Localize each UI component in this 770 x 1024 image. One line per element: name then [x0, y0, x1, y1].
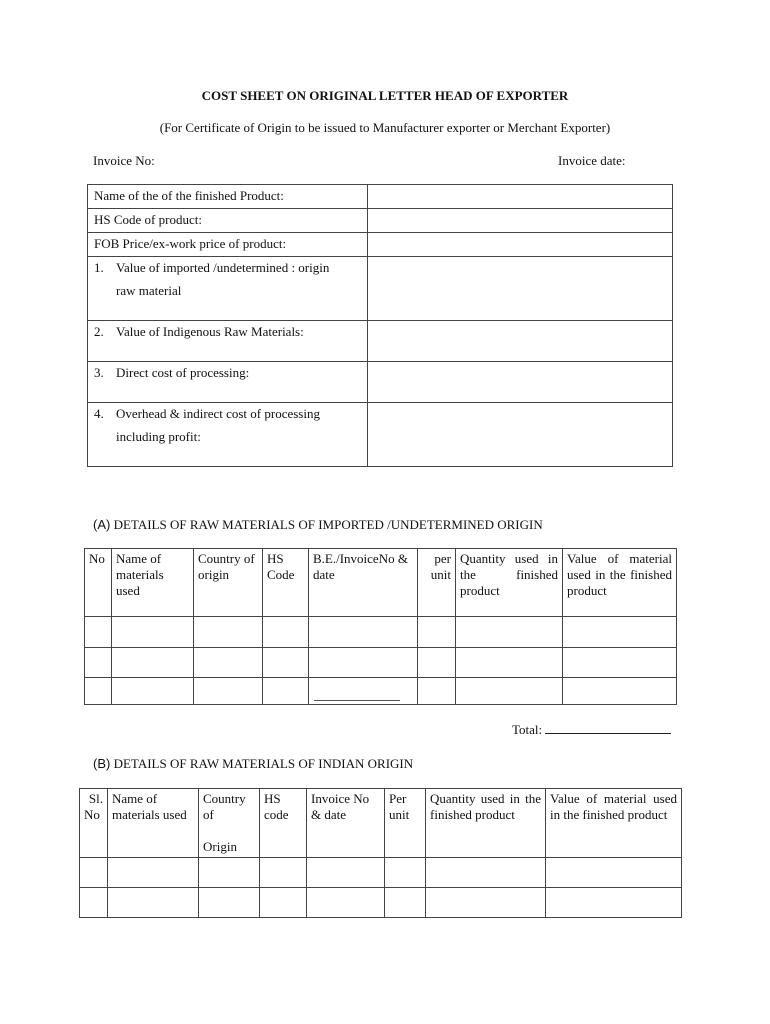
row-direct-cost: [88, 362, 368, 403]
hs-code-field[interactable]: [367, 209, 672, 233]
table-cell[interactable]: [199, 858, 260, 888]
table-cell[interactable]: [309, 617, 418, 648]
section-a-title: DETAILS OF RAW MATERIALS OF IMPORTED /UNDETERMINED ORIGIN: [113, 517, 543, 532]
table-cell[interactable]: [418, 678, 456, 705]
table-cell[interactable]: [80, 858, 108, 888]
table-cell[interactable]: [418, 617, 456, 648]
table-cell[interactable]: [199, 888, 260, 918]
col-header-no: No: [84, 807, 100, 822]
table-cell[interactable]: [85, 678, 112, 705]
row-number: 2.: [94, 324, 104, 339]
table-row: [80, 888, 682, 918]
indian-materials-table: [79, 788, 682, 918]
col-header-per-unit: Per unit: [385, 789, 426, 858]
indigenous-value-field[interactable]: [367, 321, 672, 362]
col-header-country-2: Origin: [203, 839, 237, 854]
table-cell[interactable]: [309, 648, 418, 678]
row-overhead-cost: [88, 403, 368, 467]
section-b-title: DETAILS OF RAW MATERIALS OF INDIAN ORIGIN: [113, 756, 414, 771]
table-cell[interactable]: [418, 648, 456, 678]
table-cell[interactable]: [108, 888, 199, 918]
table-cell[interactable]: [456, 617, 563, 648]
col-header-invoice: B.E./InvoiceNo & date: [309, 549, 418, 617]
col-header-value: Value of material used in the finished product: [563, 549, 677, 617]
row-hs-code-label: HS Code of product:: [88, 209, 368, 233]
col-header-value: Value of material used in the finished product: [546, 789, 682, 858]
table-cell[interactable]: [307, 888, 385, 918]
row-number: 4.: [94, 406, 104, 421]
table-cell[interactable]: [85, 648, 112, 678]
table-cell[interactable]: [108, 858, 199, 888]
imported-value-field[interactable]: [367, 257, 672, 321]
overhead-cost-field[interactable]: [367, 403, 672, 467]
row-label: Overhead & indirect cost of processing: [116, 406, 320, 421]
imported-materials-table: [84, 548, 677, 705]
table-cell[interactable]: [80, 888, 108, 918]
underline-mark: [314, 700, 400, 701]
table-cell[interactable]: [563, 678, 677, 705]
table-row: [80, 858, 682, 888]
total-blank-field[interactable]: [545, 723, 671, 734]
total-line: [512, 722, 671, 738]
col-header-country: Country of origin: [194, 549, 263, 617]
col-header-no: No: [85, 549, 112, 617]
table-cell[interactable]: [307, 858, 385, 888]
table-cell[interactable]: [426, 888, 546, 918]
section-a-letter: (A): [93, 517, 111, 532]
col-header-quantity: Quantity used in the finished product: [456, 549, 563, 617]
table-cell[interactable]: [260, 888, 307, 918]
table-cell[interactable]: [563, 617, 677, 648]
section-b-letter: (B): [93, 756, 111, 771]
col-header-per-unit: per unit: [418, 549, 456, 617]
table-cell[interactable]: [85, 617, 112, 648]
direct-cost-field[interactable]: [367, 362, 672, 403]
row-indigenous-value: [88, 321, 368, 362]
table-cell[interactable]: [546, 858, 682, 888]
col-header-country-1: Country of: [203, 791, 246, 822]
col-header-name: Name of materials used: [112, 549, 194, 617]
row-imported-value: [88, 257, 368, 321]
table-cell[interactable]: [194, 648, 263, 678]
table-cell[interactable]: [385, 888, 426, 918]
product-cost-table: [87, 184, 673, 467]
page-title: COST SHEET ON ORIGINAL LETTER HEAD OF EXPORTER: [201, 88, 569, 103]
col-header-name: Name of materials used: [108, 789, 199, 858]
table-cell[interactable]: [456, 648, 563, 678]
col-header-country: [199, 789, 260, 858]
col-header-invoice: Invoice No & date: [307, 789, 385, 858]
section-b-heading: [93, 756, 413, 772]
table-cell[interactable]: [260, 858, 307, 888]
row-label: Value of imported /undetermined : origin: [116, 260, 330, 275]
col-header-quantity: Quantity used in the finished product: [426, 789, 546, 858]
table-row: [85, 648, 677, 678]
table-cell[interactable]: [112, 617, 194, 648]
table-cell[interactable]: [112, 678, 194, 705]
table-cell[interactable]: [385, 858, 426, 888]
section-a-heading: [93, 517, 543, 533]
table-cell[interactable]: [426, 858, 546, 888]
row-number: 1.: [94, 260, 104, 275]
page-subtitle: (For Certificate of Origin to be issued to Manufacturer exporter or Merchant Exporter): [159, 120, 611, 135]
table-cell[interactable]: [456, 678, 563, 705]
row-number: 3.: [94, 365, 104, 380]
table-row: [85, 617, 677, 648]
table-cell[interactable]: [563, 648, 677, 678]
table-cell[interactable]: [546, 888, 682, 918]
col-header-hs-code: HS Code: [263, 549, 309, 617]
table-cell[interactable]: [263, 678, 309, 705]
row-label-cont: raw material: [116, 283, 182, 298]
fob-price-field[interactable]: [367, 233, 672, 257]
invoice-date-label: Invoice date:: [558, 153, 626, 168]
table-cell[interactable]: [194, 617, 263, 648]
row-label-cont: including profit:: [116, 429, 201, 444]
invoice-no-label: Invoice No:: [93, 153, 155, 168]
table-cell[interactable]: [263, 617, 309, 648]
total-label: Total:: [512, 722, 543, 737]
row-label: Direct cost of processing:: [116, 365, 250, 380]
product-name-field[interactable]: [367, 185, 672, 209]
col-header-hs-code: HS code: [260, 789, 307, 858]
col-header-sl-no: [80, 789, 108, 858]
row-fob-price-label: FOB Price/ex-work price of product:: [88, 233, 368, 257]
table-cell[interactable]: [263, 648, 309, 678]
row-label: Value of Indigenous Raw Materials:: [116, 324, 304, 339]
table-cell[interactable]: [112, 648, 194, 678]
col-header-sl: Sl.: [88, 791, 103, 806]
table-cell[interactable]: [194, 678, 263, 705]
row-product-name-label: Name of the of the finished Product:: [88, 185, 368, 209]
